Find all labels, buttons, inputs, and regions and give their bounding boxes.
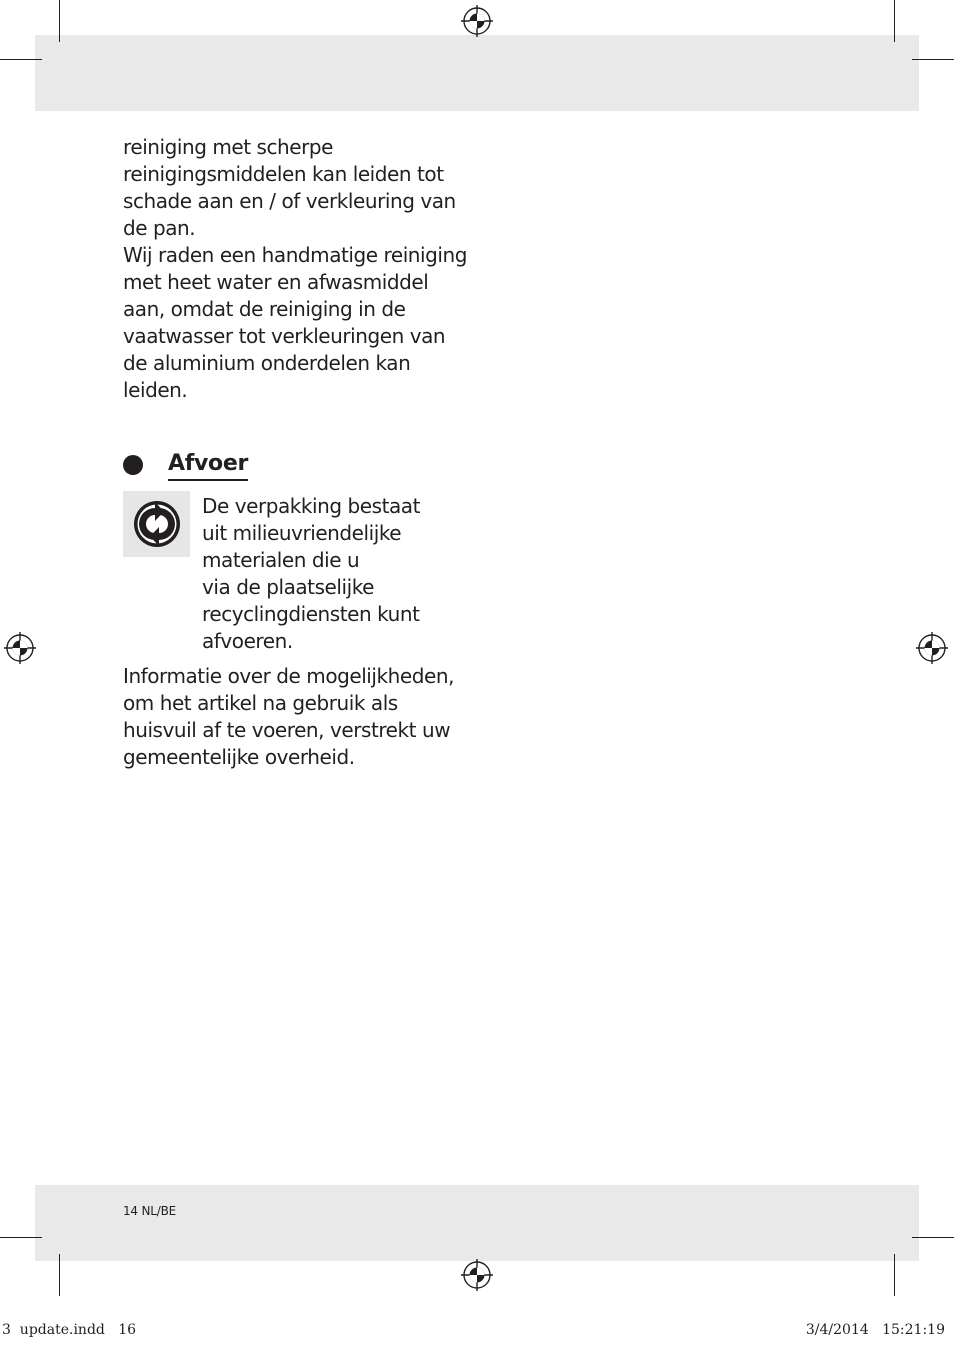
footer-band [35, 1185, 919, 1261]
crop-mark [0, 1237, 42, 1238]
crop-mark [0, 59, 42, 60]
print-slug-timestamp: 3/4/2014 15:21:19 [805, 1322, 945, 1338]
registration-mark-icon [4, 632, 36, 664]
bullet-icon [123, 455, 143, 475]
cleaning-paragraph: reiniging met scherpe reinigingsmiddelen kan leiden tot schade aan en / of verkleuring van de pan. Wij raden een handmatige reiniging met heet water en afwasmiddel aan, omdat de reiniging in de vaatwasser tot verkleuringen van de aluminium onderdelen kan leiden. [123, 135, 467, 402]
crop-mark [912, 1237, 954, 1238]
registration-mark-icon [461, 1259, 493, 1291]
recycling-paragraph: De verpakking bestaat uit milieuvriendelijke materialen die u via de plaatselijke recyclingdiensten kunt afvoeren. [202, 494, 420, 653]
print-slug-file: 3 update.indd 16 [2, 1322, 137, 1338]
crop-mark [912, 59, 954, 60]
page-number-label: 14 NL/BE [123, 1204, 177, 1218]
crop-mark [894, 0, 895, 42]
crop-mark [894, 1254, 895, 1296]
section-heading-text: Afvoer [168, 450, 248, 481]
crop-mark [59, 1254, 60, 1296]
section-heading [123, 448, 248, 482]
registration-mark-icon [916, 632, 948, 664]
green-dot-symbol [132, 499, 182, 549]
green-dot-recycling-icon [123, 491, 190, 557]
disposal-info-paragraph: Informatie over de mogelijkheden, om het artikel na gebruik als huisvuil af te voeren, verstrekt uw gemeentelijke overheid. [123, 664, 454, 769]
header-band [35, 35, 919, 111]
registration-mark-icon [461, 5, 493, 37]
crop-mark [59, 0, 60, 42]
